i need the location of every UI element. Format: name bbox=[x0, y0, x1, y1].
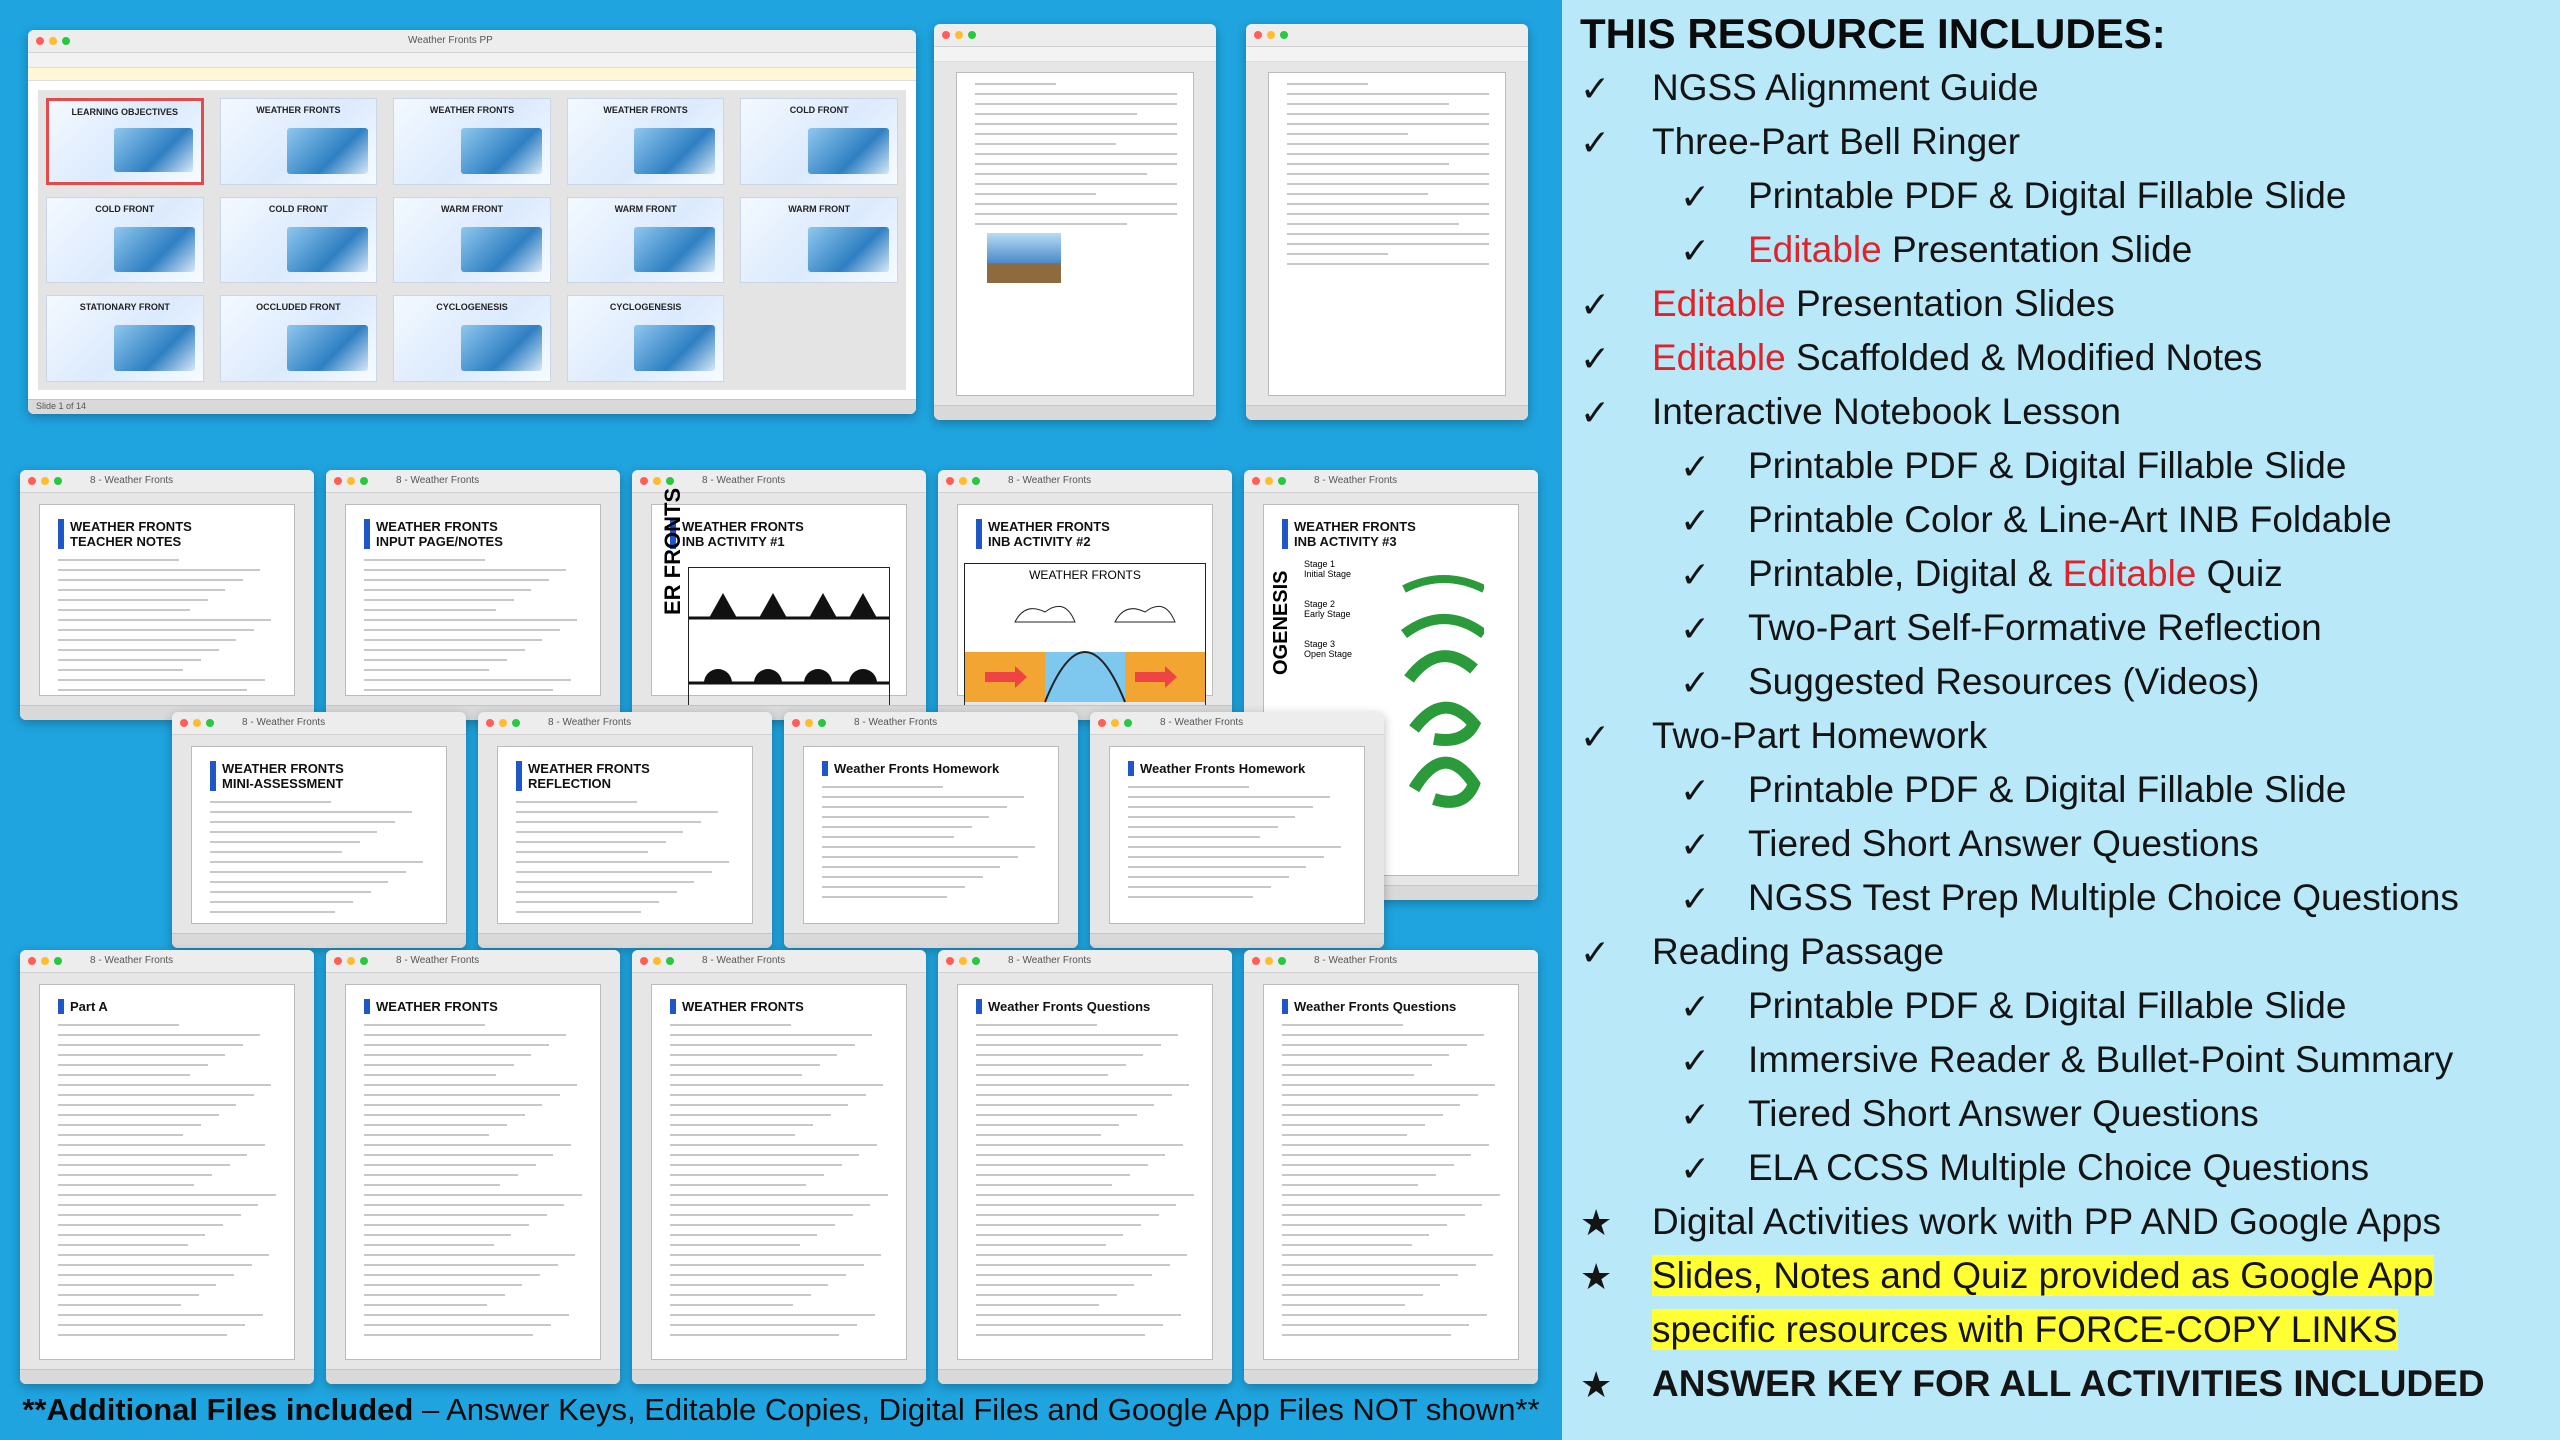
slide-image bbox=[808, 128, 889, 174]
include-item bbox=[1748, 1092, 2259, 1136]
document-window-title: 8 - Weather Fronts bbox=[548, 717, 632, 728]
slide-sorter bbox=[38, 90, 906, 390]
include-item-text: ELA CCSS Multiple Choice Questions bbox=[1748, 1147, 2370, 1188]
include-item-text: Digital Activities work with PP AND Google Apps bbox=[1652, 1201, 2441, 1242]
checkmark-icon: ✓ bbox=[1680, 770, 1711, 811]
include-item-text: Slides, Notes and Quiz provided as Google App bbox=[1652, 1255, 2434, 1296]
include-item-text: Printable Color & Line-Art INB Foldable bbox=[1748, 499, 2392, 540]
slide-image bbox=[287, 227, 368, 273]
document-window-title: 8 - Weather Fronts bbox=[90, 475, 174, 486]
slide-image bbox=[634, 227, 715, 273]
footer-bold: **Additional Files included bbox=[22, 1392, 414, 1427]
include-item bbox=[1652, 930, 1944, 974]
include-item bbox=[1748, 1038, 2453, 1082]
include-item-text: Tiered Short Answer Questions bbox=[1748, 823, 2259, 864]
document-title: WEATHER FRONTS REFLECTION bbox=[516, 761, 752, 791]
powerpoint-window bbox=[28, 30, 916, 414]
document-title: Weather Fronts Homework bbox=[1128, 761, 1364, 776]
include-item bbox=[1652, 336, 2262, 380]
document-title: Weather Fronts Questions bbox=[1282, 999, 1518, 1014]
side-label: ER FRONTS bbox=[660, 487, 685, 615]
include-item-text: Printable PDF & Digital Fillable Slide bbox=[1748, 769, 2347, 810]
document-window bbox=[938, 470, 1232, 720]
slide-title: COLD FRONT bbox=[789, 105, 849, 115]
document-title: Part A bbox=[58, 999, 294, 1014]
document-window bbox=[632, 950, 926, 1384]
document-title: WEATHER FRONTS bbox=[364, 999, 600, 1014]
document-title: Weather Fronts Homework bbox=[822, 761, 1058, 776]
document-window bbox=[1244, 950, 1538, 1384]
slide-thumbnail[interactable] bbox=[220, 295, 378, 382]
word-window-2 bbox=[1246, 24, 1528, 420]
slide-title: COLD FRONT bbox=[268, 203, 328, 214]
slide-thumbnail[interactable] bbox=[393, 295, 551, 382]
document-title: WEATHER FRONTS bbox=[670, 999, 906, 1014]
checkmark-icon: ✓ bbox=[1580, 338, 1611, 379]
include-item-text: Printable, Digital & bbox=[1748, 553, 2063, 594]
inb2-heading: WEATHER FRONTS bbox=[1029, 568, 1141, 582]
include-item-text: Immersive Reader & Bullet-Point Summary bbox=[1748, 1039, 2454, 1080]
include-item-text: Suggested Resources (Videos) bbox=[1748, 661, 2260, 702]
side-label: OGENESIS bbox=[1270, 570, 1292, 675]
document-window bbox=[478, 712, 772, 948]
include-item-text: Scaffolded & Modified Notes bbox=[1785, 337, 2263, 378]
include-item bbox=[1652, 1362, 2485, 1406]
include-item-text: Two-Part Homework bbox=[1652, 715, 1988, 756]
slide-thumbnail[interactable] bbox=[740, 98, 898, 185]
ppt-window-title: Weather Fronts PP bbox=[408, 35, 493, 46]
include-item bbox=[1748, 498, 2392, 542]
document-title: WEATHER FRONTS INB ACTIVITY #1 bbox=[670, 519, 906, 549]
include-item-text: NGSS Test Prep Multiple Choice Questions bbox=[1748, 877, 2459, 918]
slide-thumbnail[interactable] bbox=[46, 295, 204, 382]
include-item bbox=[1748, 768, 2346, 812]
document-window bbox=[632, 470, 926, 720]
slide-image bbox=[461, 128, 542, 174]
document-window-title: 8 - Weather Fronts bbox=[1314, 955, 1398, 966]
include-item bbox=[1748, 552, 2283, 596]
slide-image bbox=[808, 227, 889, 273]
document-window bbox=[938, 950, 1232, 1384]
checkmark-icon: ✓ bbox=[1680, 230, 1711, 271]
include-item-text: Two-Part Self-Formative Reflection bbox=[1748, 607, 2322, 648]
slide-title: LEARNING OBJECTIVES bbox=[71, 107, 179, 117]
include-item-text: Interactive Notebook Lesson bbox=[1652, 391, 2121, 432]
slide-title: WARM FRONT bbox=[614, 203, 677, 214]
include-item bbox=[1652, 120, 2020, 164]
slide-title: WEATHER FRONTS bbox=[603, 105, 688, 115]
checkmark-icon: ✓ bbox=[1580, 122, 1611, 163]
slide-title: WEATHER FRONTS bbox=[256, 105, 341, 115]
document-title: Weather Fronts Questions bbox=[976, 999, 1212, 1014]
slide-title: CYCLOGENESIS bbox=[436, 302, 508, 313]
document-window-title: 8 - Weather Fronts bbox=[1008, 475, 1092, 486]
slide-thumbnail[interactable] bbox=[46, 197, 204, 284]
document-window-title: 8 - Weather Fronts bbox=[702, 475, 786, 486]
checkmark-icon: ✓ bbox=[1680, 878, 1711, 919]
document-window-title: 8 - Weather Fronts bbox=[242, 717, 326, 728]
include-item-text: Editable bbox=[1652, 337, 1786, 378]
checkmark-icon: ✓ bbox=[1680, 500, 1711, 541]
include-item bbox=[1748, 876, 2459, 920]
include-item-text: Editable bbox=[1652, 283, 1786, 324]
include-item-text: Presentation Slides bbox=[1785, 283, 2115, 324]
include-item-text: specific resources with FORCE-COPY LINKS bbox=[1652, 1309, 2398, 1350]
slide-thumbnail[interactable] bbox=[567, 295, 725, 382]
document-window-title: 8 - Weather Fronts bbox=[396, 475, 480, 486]
slide-title: CYCLOGENESIS bbox=[609, 302, 682, 313]
slide-thumbnail[interactable] bbox=[393, 98, 551, 185]
document-window-title: 8 - Weather Fronts bbox=[1008, 955, 1092, 966]
document-window bbox=[326, 470, 620, 720]
include-item bbox=[1748, 444, 2346, 488]
slide-image bbox=[461, 325, 542, 371]
include-item-text: Presentation Slide bbox=[1881, 229, 2193, 270]
checkmark-icon: ✓ bbox=[1680, 1040, 1711, 1081]
include-item bbox=[1748, 606, 2322, 650]
checkmark-icon: ✓ bbox=[1680, 608, 1711, 649]
document-window-title: 8 - Weather Fronts bbox=[396, 955, 480, 966]
slide-title: WARM FRONT bbox=[440, 203, 503, 214]
slide-image bbox=[287, 325, 368, 371]
stage-label: Stage 2 Early Stage bbox=[1304, 599, 1351, 619]
document-window-title: 8 - Weather Fronts bbox=[702, 955, 786, 966]
slide-thumbnail[interactable] bbox=[567, 98, 725, 185]
include-item bbox=[1748, 228, 2192, 272]
footer-note bbox=[0, 1392, 1562, 1428]
document-title: WEATHER FRONTS MINI-ASSESSMENT bbox=[210, 761, 446, 791]
include-item-text: ANSWER KEY FOR ALL ACTIVITIES INCLUDED bbox=[1652, 1363, 2485, 1404]
document-title: WEATHER FRONTS INB ACTIVITY #2 bbox=[976, 519, 1212, 549]
star-icon: ★ bbox=[1580, 1202, 1613, 1243]
slide-image bbox=[634, 325, 715, 371]
slide-image bbox=[114, 128, 193, 172]
checkmark-icon: ✓ bbox=[1680, 1094, 1711, 1135]
slide-image bbox=[287, 128, 368, 174]
checkmark-icon: ✓ bbox=[1680, 824, 1711, 865]
slide-thumbnail[interactable] bbox=[46, 98, 204, 185]
document-window bbox=[784, 712, 1078, 948]
footer-rest: – Answer Keys, Editable Copies, Digital Files and Google App Files NOT shown** bbox=[413, 1392, 1540, 1427]
include-item bbox=[1652, 714, 1987, 758]
include-item-text: Printable PDF & Digital Fillable Slide bbox=[1748, 175, 2347, 216]
cyclone-stages-icon bbox=[1394, 559, 1484, 819]
fronts-diagram-icon bbox=[965, 582, 1205, 712]
document-window bbox=[20, 950, 314, 1384]
slide-image bbox=[461, 227, 542, 273]
include-item-text: Three-Part Bell Ringer bbox=[1652, 121, 2021, 162]
slide-title: WARM FRONT bbox=[788, 203, 851, 214]
document-window-title: 8 - Weather Fronts bbox=[90, 955, 174, 966]
checkmark-icon: ✓ bbox=[1680, 662, 1711, 703]
include-item bbox=[1652, 1200, 2441, 1244]
include-item bbox=[1652, 66, 2039, 110]
include-item-text: NGSS Alignment Guide bbox=[1652, 67, 2039, 108]
ppt-status: Slide 1 of 14 bbox=[36, 401, 87, 411]
include-item-text: Quiz bbox=[2196, 553, 2283, 594]
checkmark-icon: ✓ bbox=[1580, 716, 1611, 757]
include-item-text: Editable bbox=[1748, 229, 1882, 270]
document-window-title: 8 - Weather Fronts bbox=[1160, 717, 1244, 728]
checkmark-icon: ✓ bbox=[1580, 68, 1611, 109]
checkmark-icon: ✓ bbox=[1580, 392, 1611, 433]
document-window bbox=[326, 950, 620, 1384]
slide-image bbox=[114, 325, 195, 371]
include-item bbox=[1652, 1308, 2398, 1352]
document-window bbox=[20, 470, 314, 720]
document-title: WEATHER FRONTS TEACHER NOTES bbox=[58, 519, 294, 549]
stage-label: Stage 3 Open Stage bbox=[1304, 639, 1353, 659]
checkmark-icon: ✓ bbox=[1680, 554, 1711, 595]
include-item bbox=[1652, 1254, 2434, 1298]
include-item bbox=[1748, 984, 2346, 1028]
checkmark-icon: ✓ bbox=[1580, 932, 1611, 973]
slide-image bbox=[634, 128, 715, 174]
document-title: WEATHER FRONTS INB ACTIVITY #3 bbox=[1282, 519, 1518, 549]
document-window-title: 8 - Weather Fronts bbox=[854, 717, 938, 728]
slide-thumbnail[interactable] bbox=[740, 197, 898, 284]
slide-thumbnail[interactable] bbox=[393, 197, 551, 284]
include-item-text: Printable PDF & Digital Fillable Slide bbox=[1748, 985, 2347, 1026]
checkmark-icon: ✓ bbox=[1680, 1148, 1711, 1189]
include-item-text: Tiered Short Answer Questions bbox=[1748, 1093, 2259, 1134]
slide-thumbnail[interactable] bbox=[567, 197, 725, 284]
slide-image bbox=[114, 227, 195, 273]
include-item-text: Printable PDF & Digital Fillable Slide bbox=[1748, 445, 2347, 486]
include-item-text: Editable bbox=[2062, 553, 2197, 594]
document-window bbox=[172, 712, 466, 948]
slide-title: STATIONARY FRONT bbox=[79, 302, 170, 313]
include-item bbox=[1748, 822, 2259, 866]
ppt-titlebar bbox=[28, 30, 916, 53]
checkmark-icon: ✓ bbox=[1680, 446, 1711, 487]
checkmark-icon: ✓ bbox=[1680, 176, 1711, 217]
document-window-title: 8 - Weather Fronts bbox=[1314, 475, 1398, 486]
document-title: WEATHER FRONTS INPUT PAGE/NOTES bbox=[364, 519, 600, 549]
star-icon: ★ bbox=[1580, 1364, 1613, 1405]
slide-title: COLD FRONT bbox=[95, 203, 155, 214]
slide-title: OCCLUDED FRONT bbox=[256, 302, 341, 313]
star-icon: ★ bbox=[1580, 1256, 1613, 1297]
includes-heading: THIS RESOURCE INCLUDES: bbox=[1580, 10, 2166, 57]
include-item bbox=[1652, 282, 2115, 326]
stage-label: Stage 1 Initial Stage bbox=[1304, 559, 1352, 579]
include-item-text: Reading Passage bbox=[1652, 931, 1945, 972]
front-symbols-icon bbox=[689, 568, 889, 718]
word-window-1 bbox=[934, 24, 1216, 420]
document-window bbox=[1090, 712, 1384, 948]
include-item bbox=[1748, 660, 2259, 704]
slide-thumbnail[interactable] bbox=[220, 98, 378, 185]
checkmark-icon: ✓ bbox=[1580, 284, 1611, 325]
include-item bbox=[1748, 174, 2346, 218]
slide-title: WEATHER FRONTS bbox=[429, 105, 515, 115]
checkmark-icon: ✓ bbox=[1680, 986, 1711, 1027]
include-item bbox=[1748, 1146, 2369, 1190]
include-item bbox=[1652, 390, 2121, 434]
slide-thumbnail[interactable] bbox=[220, 197, 378, 284]
